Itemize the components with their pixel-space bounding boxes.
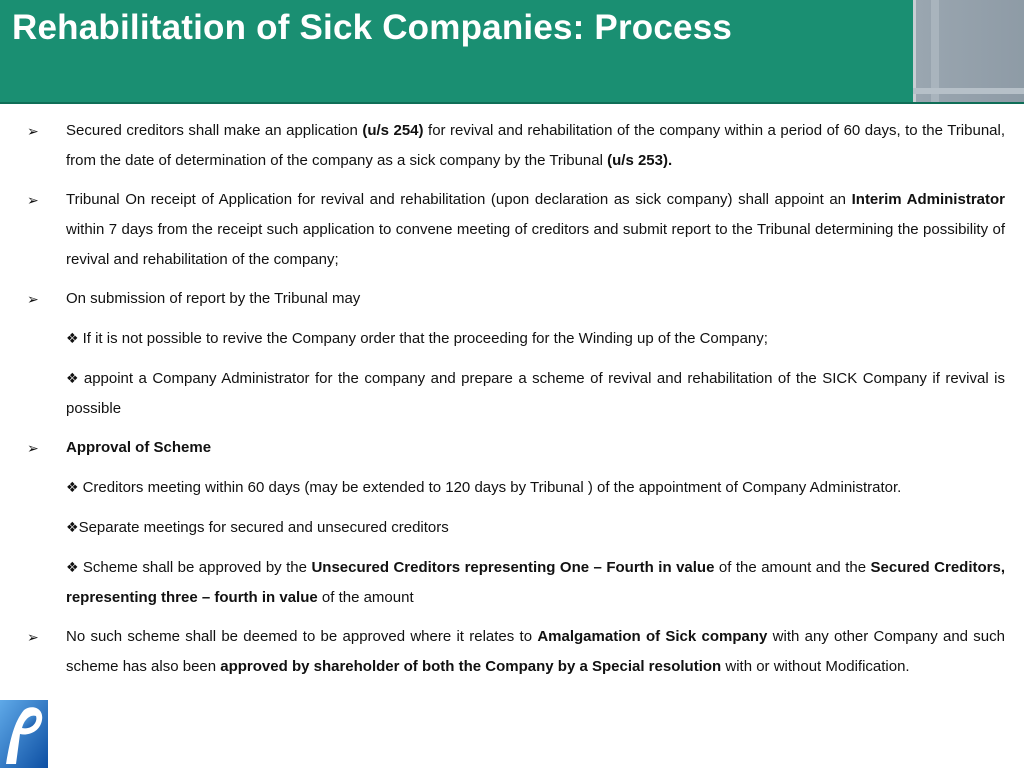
diamond-bullet-icon: ❖	[66, 519, 79, 535]
bullet-text: No such scheme shall be deemed to be approved where it relates to	[66, 628, 538, 645]
bullet-text: Tribunal On receipt of Application for revival and rehabilitation (upon declaration as sick company) shall appoint an	[66, 191, 852, 208]
sub-bullet-winding-up	[0, 323, 1024, 354]
sub-bullet-text: of the amount and the	[714, 559, 871, 576]
sub-bullet-separate-meetings	[0, 512, 1024, 543]
slide-body	[0, 116, 1024, 691]
header-divider	[0, 102, 1024, 104]
header-side-line	[913, 88, 1024, 94]
arrow-bullet-icon: ➢	[27, 440, 39, 456]
bullet-text: within 7 days from the receipt such application to convene meeting of creditors and submit report to the Tribunal determining the possibility of revival and rehabilitation of the company;	[66, 221, 1005, 268]
bullet-bold: Amalgamation of Sick company	[537, 628, 768, 645]
arrow-bullet-icon: ➢	[27, 629, 39, 645]
sub-bullet-text: Separate meetings for secured and unsecured creditors	[78, 519, 449, 536]
sub-bullet-text: of the amount	[317, 589, 414, 606]
company-logo-icon	[0, 700, 48, 768]
bullet-bold: approved by shareholder of both the Company by a Special resolution	[220, 658, 722, 675]
bullet-bold: Interim Administrator	[851, 191, 1005, 208]
header-side-stripe	[931, 0, 939, 102]
bullet-text: Secured creditors shall make an application	[66, 122, 363, 139]
bullet-item-interim-administrator	[0, 185, 1024, 275]
sub-bullet-creditors-meeting	[0, 472, 1024, 503]
bullet-heading: Approval of Scheme	[66, 439, 212, 456]
header-side-panel	[913, 0, 1024, 102]
diamond-bullet-icon: ❖	[66, 479, 79, 495]
bullet-text: On submission of report by the Tribunal may	[66, 290, 361, 307]
sub-bullet-text: appoint a Company Administrator for the company and prepare a scheme of revival and rehabilitation of the SICK Company if revival is possible	[66, 370, 1005, 417]
sub-bullet-bold: Unsecured Creditors representing One – Fourth in value	[311, 559, 715, 576]
arrow-bullet-icon: ➢	[27, 123, 39, 139]
bullet-bold: (u/s 253).	[607, 152, 673, 169]
diamond-bullet-icon: ❖	[66, 370, 80, 386]
bullet-item-application	[0, 116, 1024, 176]
arrow-bullet-icon: ➢	[27, 192, 39, 208]
diamond-bullet-icon: ❖	[66, 559, 79, 575]
bullet-bold: (u/s 254)	[362, 122, 424, 139]
title-bar	[0, 0, 913, 102]
sub-bullet-bold: Secured Creditors, representing three – fourth in value	[66, 559, 1006, 606]
sub-bullet-text: Scheme shall be approved by the	[82, 559, 312, 576]
bullet-item-amalgamation	[0, 622, 1024, 682]
sub-bullet-scheme-approval	[0, 552, 1024, 613]
bullet-text: with or without Modification.	[721, 658, 910, 675]
sub-bullet-company-administrator	[0, 363, 1024, 424]
diamond-bullet-icon: ❖	[66, 330, 79, 346]
bullet-item-report-submission	[0, 284, 1024, 314]
bullet-text: for revival and rehabilitation of the company within a period of 60 days, to the Tribunal, from the date of determination of the company as a sick company by the Tribunal	[66, 122, 1006, 169]
arrow-bullet-icon: ➢	[27, 291, 39, 307]
slide-title: Rehabilitation of Sick Companies: Process	[12, 8, 733, 47]
sub-bullet-text: If it is not possible to revive the Company order that the proceeding for the Winding up of the Company;	[82, 330, 768, 347]
bullet-text: with any other Company and such scheme has also been	[66, 628, 1005, 675]
bullet-item-approval-of-scheme	[0, 433, 1024, 463]
sub-bullet-text: Creditors meeting within 60 days (may be extended to 120 days by Tribunal ) of the appointment of Company Administrator.	[82, 479, 902, 496]
